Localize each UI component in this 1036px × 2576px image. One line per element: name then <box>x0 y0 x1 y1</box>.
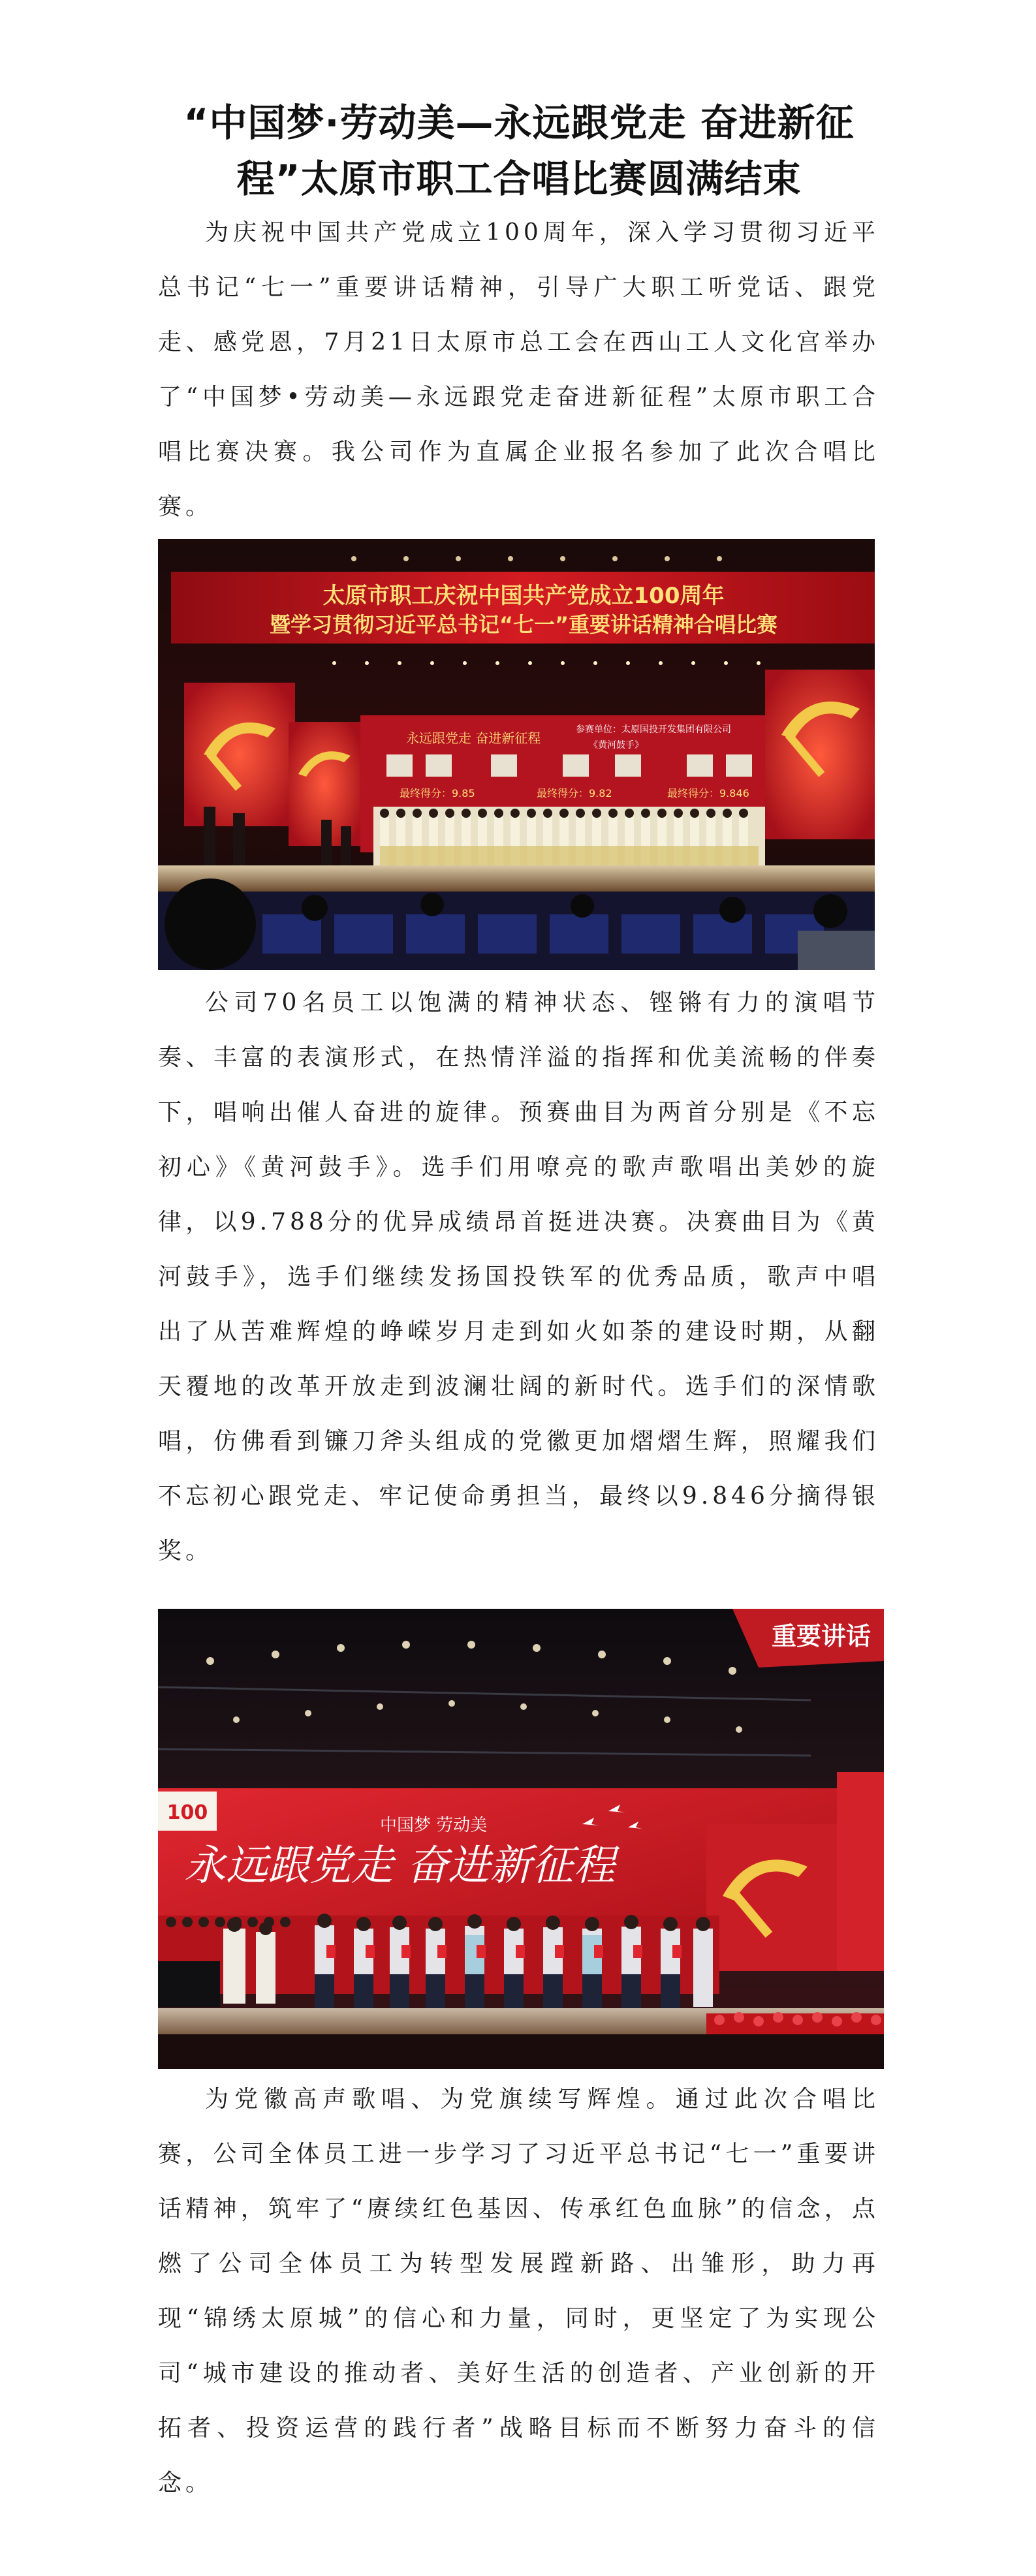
centenary-badge: 100 <box>166 1801 208 1824</box>
banner-line2: 暨学习贯彻习近平总书记“七一”重要讲话精神合唱比赛 <box>269 612 778 637</box>
score-2: 9.82 <box>589 787 612 799</box>
paragraph-conclusion-text: 为党徽高声歌唱、为党旗续写辉煌。通过此次合唱比赛，公司全体员工进一步学习了习近平总书记“七一”重要讲话精神，筑牢了“赓续红色基因、传承红色血脉”的信念，点燃了公司全体员工为转型发展蹚新路、出雏形，助力再现“锦绣太原城”的信心和力量，同时，更坚定了为实现公司“城市建设的推动者、美好生活的创造者、产业创新的开拓者、投资运营的践行者”战略目标而不断努力奋斗的信念。 <box>158 2086 879 2496</box>
score-1: 9.85 <box>452 787 475 799</box>
article-title-line2: 程”太原市职工合唱比赛圆满结束 <box>236 157 802 201</box>
article-title <box>157 95 881 207</box>
paragraph-performance-text: 公司70名员工以饱满的精神状态、铿锵有力的演唱节奏、丰富的表演形式，在热情洋溢的指挥和优美流畅的伴奏下，唱响出催人奋进的旋律。预赛曲目为两首分别是《不忘初心》《黄河鼓手》。选手们用嘹亮的歌声歌唱出美妙的旋律，以9.788分的优异成绩昂首挺进决赛。决赛曲目为《黄河鼓手》，选手们继续发扬国投铁军的优秀品质，歌声中唱出了从苦难辉煌的峥嵘岁月走到如火如荼的建设时期，从翻天覆地的改革开放走到波澜壮阔的新时代。选手们的深情歌唱，仿佛看到镰刀斧头组成的党徽更加熠熠生辉，照耀我们不忘初心跟党走、牢记使命勇担当，最终以9.846分摘得银奖。 <box>158 989 879 1564</box>
screen-slogan-large: 永远跟党走 奋进新征程 <box>184 1842 616 1890</box>
score-label-2: 最终得分： <box>537 787 589 799</box>
paragraph-conclusion <box>158 2072 879 2511</box>
score-label-3: 最终得分： <box>667 787 720 799</box>
banner-line1: 太原市职工庆祝中国共产党成立100周年 <box>322 583 725 609</box>
screen-slogan: 永远跟党走 奋进新征程 <box>406 730 541 746</box>
screen-song: 《黄河鼓手》 <box>589 740 644 751</box>
top-banner-text: 重要讲话 <box>772 1622 871 1651</box>
paragraph-intro <box>158 206 879 535</box>
article-title-line1: “中国梦·劳动美—永远跟党走 奋进新征 <box>183 101 855 145</box>
score-label-1: 最终得分： <box>400 787 452 799</box>
choir-stage-photo <box>158 539 875 970</box>
score-3: 9.846 <box>719 787 749 799</box>
paragraph-intro-text: 为庆祝中国共产党成立100周年，深入学习贯彻习近平总书记“七一”重要讲话精神，引导广大职工听党话、跟党走、感党恩，7月21日太原市总工会在西山工人文化宫举办了“中国梦•劳动美—永远跟党走奋进新征程”太原市职工合唱比赛决赛。我公司作为直属企业报名参加了此次合唱比赛。 <box>158 219 879 520</box>
award-group-photo <box>158 1609 884 2069</box>
screen-sponsor: 参赛单位：太原国投开发集团有限公司 <box>576 724 731 735</box>
choir-singers <box>373 807 765 872</box>
screen-logo-text: 中国梦 劳动美 <box>380 1816 488 1835</box>
paragraph-performance <box>158 976 879 1579</box>
